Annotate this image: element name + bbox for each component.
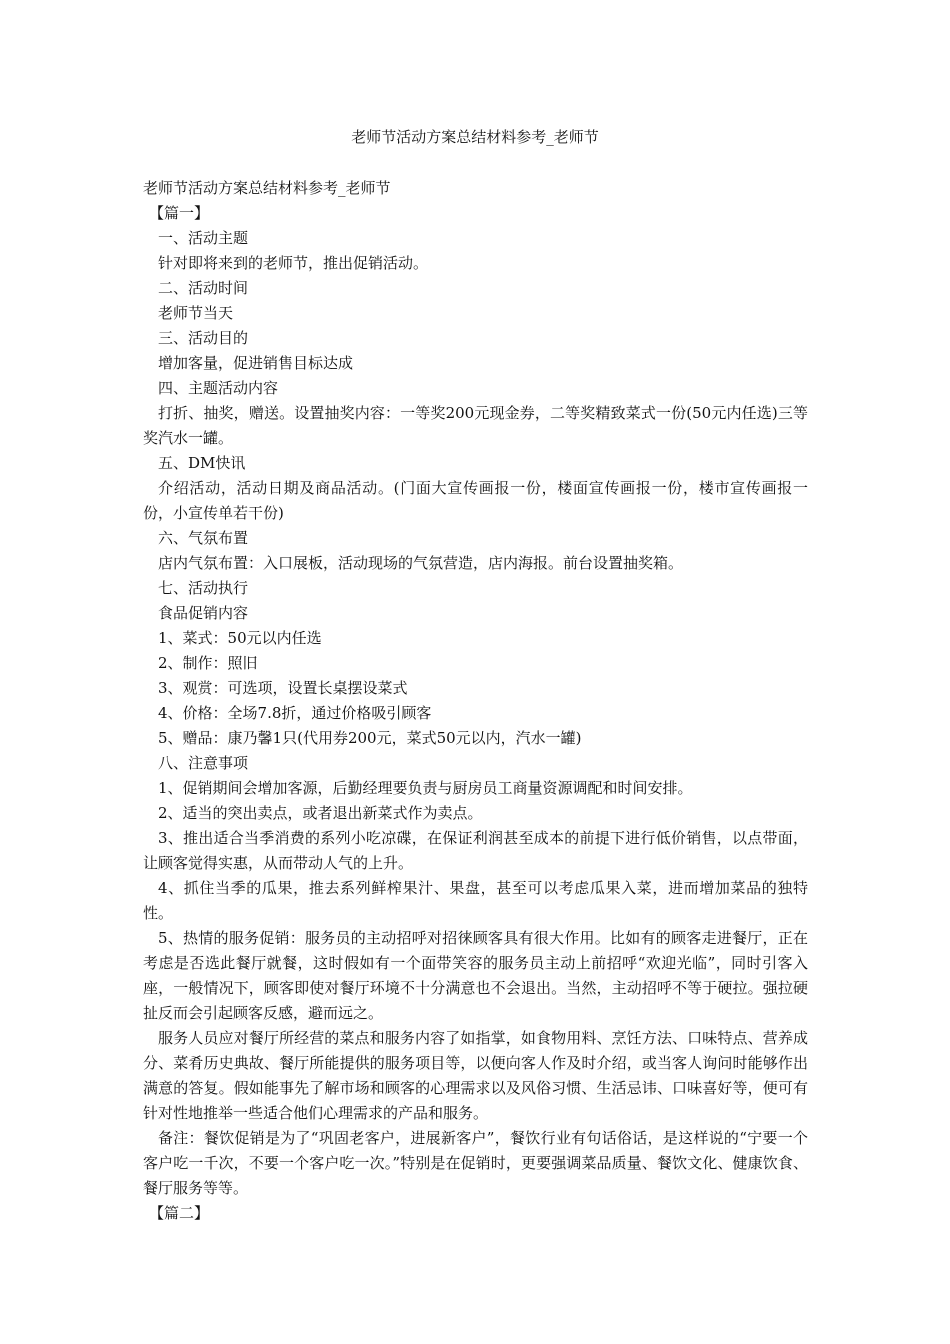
document-body [143, 176, 808, 1226]
heading: 八、注意事项 [158, 754, 249, 772]
list-item: 1、促销期间会增加客源，后勤经理要负责与厨房员工商量资源调配和时间安排。 [158, 779, 693, 797]
list-item: 2、制作：照旧 [158, 654, 258, 672]
list-item: 5、赠品：康乃馨1只(代用券200元，菜式50元以内，汽水一罐) [158, 729, 582, 747]
document-subtitle: 老师节活动方案总结材料参考_老师节 [143, 179, 391, 197]
paragraph: 店内气氛布置：入口展板，活动现场的气氛营造，店内海报。前台设置抽奖箱。 [158, 554, 684, 572]
list-item: 3、观赏：可选项，设置长桌摆设菜式 [158, 679, 408, 697]
document-title: 老师节活动方案总结材料参考_老师节 [351, 128, 599, 146]
heading: 二、活动时间 [158, 279, 249, 297]
list-item: 3、推出适合当季消费的系列小吃凉碟，在保证利润甚至成本的前提下进行低价销售，以点带面，让顾客觉得实惠，从而带动人气的上升。 [143, 829, 808, 872]
paragraph: 服务人员应对餐厅所经营的菜点和服务内容了如指掌，如食物用料、烹饪方法、口味特点、营养成分、菜肴历史典故、餐厅所能提供的服务项目等，以便向客人作及时介绍，或当客人询问时能够作出满意的答复。假如能事先了解市场和顾客的心理需求以及风俗习惯、生活忌讳、口味喜好等，便可有针对性地推举一些适合他们心理需求的产品和服务。 [143, 1029, 808, 1122]
paragraph: 介绍活动，活动日期及商品活动。(门面大宣传画报一份，楼面宣传画报一份，楼市宣传画报一份，小宣传单若干份) [143, 479, 808, 522]
list-item: 5、热情的服务促销：服务员的主动招呼对招徕顾客具有很大作用。比如有的顾客走进餐厅，正在考虑是否选此餐厅就餐，这时假如有一个面带笑容的服务员主动上前招呼“欢迎光临”，同时引客入座，一般情况下，顾客即使对餐厅环境不十分满意也不会退出。当然，主动招呼不等于硬拉。强拉硬扯反而会引起顾客反感，避而远之。 [143, 929, 808, 1022]
list-item: 4、抓住当季的瓜果，推去系列鲜榨果汁、果盘，甚至可以考虑瓜果入菜，进而增加菜品的独特性。 [143, 879, 808, 922]
heading: 六、气氛布置 [158, 529, 249, 547]
paragraph: 备注：餐饮促销是为了“巩固老客户，进展新客户”，餐饮行业有句话俗话，是这样说的“宁要一个客户吃一千次，不要一个客户吃一次。”特别是在促销时，更要强调菜品质量、餐饮文化、健康饮食、餐厅服务等等。 [143, 1129, 808, 1197]
paragraph: 打折、抽奖，赠送。设置抽奖内容：一等奖200元现金券，二等奖精致菜式一份(50元内任选)三等奖汽水一罐。 [143, 404, 808, 447]
paragraph: 老师节当天 [158, 304, 234, 322]
heading: 三、活动目的 [158, 329, 249, 347]
list-item: 4、价格：全场7.8折，通过价格吸引顾客 [158, 704, 432, 722]
section-marker: 【篇一】 [149, 204, 210, 222]
list-item: 1、菜式：50元以内任选 [158, 629, 322, 647]
heading: 一、活动主题 [158, 229, 249, 247]
heading: 四、主题活动内容 [158, 379, 279, 397]
list-item: 2、适当的突出卖点，或者退出新菜式作为卖点。 [158, 804, 483, 822]
paragraph: 增加客量，促进销售目标达成 [158, 354, 354, 372]
heading: 七、活动执行 [158, 579, 249, 597]
section-marker: 【篇二】 [149, 1204, 210, 1222]
heading: 五、DM快讯 [158, 454, 246, 472]
paragraph: 针对即将来到的老师节，推出促销活动。 [158, 254, 429, 272]
paragraph: 食品促销内容 [158, 604, 249, 622]
